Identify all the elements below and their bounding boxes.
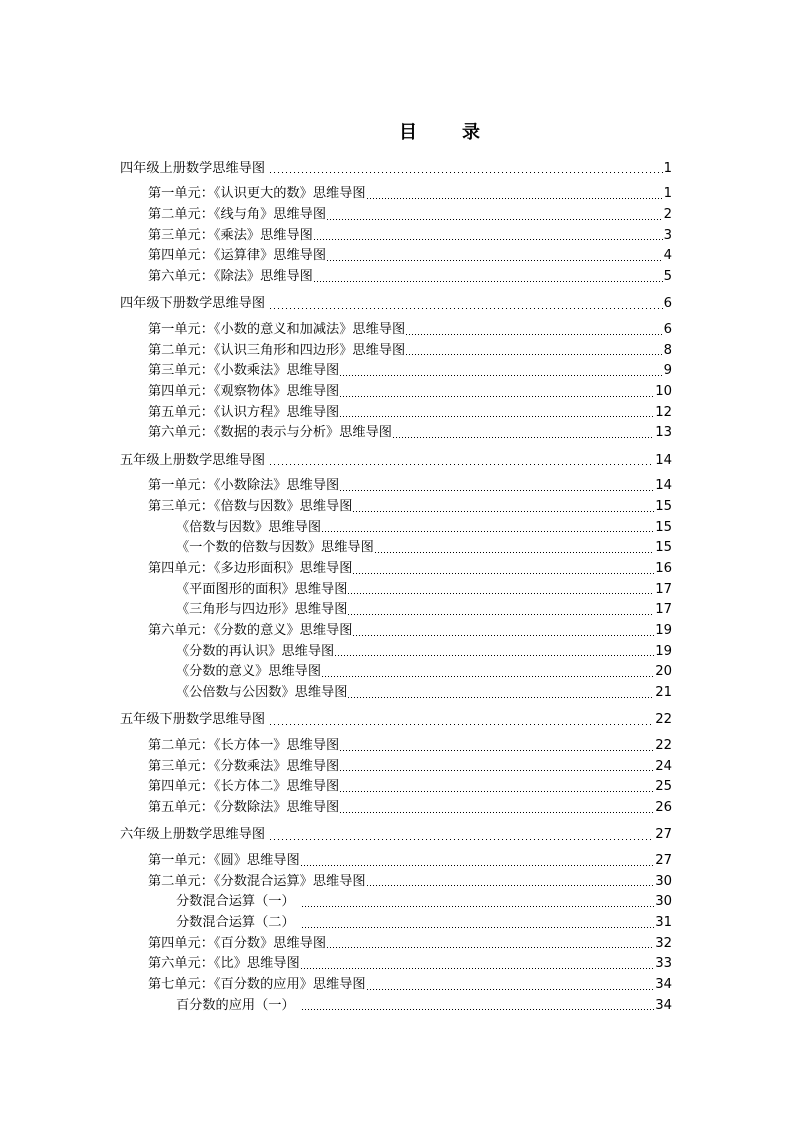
toc-dot-leader xyxy=(270,839,654,840)
toc-unit-entry xyxy=(120,621,672,642)
toc-unit-entry xyxy=(120,777,672,798)
toc-dot-leader xyxy=(302,1009,655,1010)
toc-entry-label: 四年级上册数学思维导图 xyxy=(120,160,266,176)
toc-dot-leader xyxy=(367,885,655,886)
toc-entry-label: 第二单元：《线与角》思维导图 xyxy=(148,207,327,222)
toc-page-number: 9 xyxy=(663,363,672,379)
toc-unit-entry xyxy=(120,226,672,247)
toc-dot-leader xyxy=(353,635,654,636)
toc-page-number: 4 xyxy=(663,248,672,264)
toc-entry-label: 第六单元：《除法》思维导图 xyxy=(148,269,313,285)
toc-subunit-entry xyxy=(120,913,672,934)
toc-dot-leader xyxy=(335,655,654,656)
toc-page-number: 24 xyxy=(655,758,672,774)
toc-dot-leader xyxy=(340,791,654,792)
toc-page-number: 34 xyxy=(655,977,672,993)
toc-page-number: 26 xyxy=(655,800,672,816)
toc-page-number: 16 xyxy=(655,561,672,576)
toc-dot-leader xyxy=(322,676,654,677)
toc-unit-entry xyxy=(120,757,672,778)
toc-unit-entry xyxy=(120,184,672,205)
toc-dot-leader xyxy=(406,354,662,355)
toc-dot-leader xyxy=(340,770,654,771)
toc-subunit-entry xyxy=(120,683,672,704)
toc-entry-label: 第一单元：《小数的意义和加减法》思维导图 xyxy=(148,321,406,337)
toc-entry-label: 第四单元：《运算律》思维导图 xyxy=(148,248,327,264)
toc-section-heading xyxy=(120,710,672,731)
toc-unit-entry xyxy=(120,382,672,403)
toc-unit-entry xyxy=(120,476,672,497)
toc-dot-leader xyxy=(270,172,663,173)
toc-entry-label: 四年级下册数学思维导图 xyxy=(120,296,266,312)
toc-unit-entry xyxy=(120,872,672,893)
toc-dot-leader xyxy=(301,865,655,866)
toc-dot-leader xyxy=(302,906,655,907)
toc-unit-entry xyxy=(120,736,672,757)
toc-dot-leader xyxy=(348,697,654,698)
toc-entry-label: 百分数的应用（一） xyxy=(176,997,295,1013)
toc-unit-entry xyxy=(120,559,672,580)
toc-subunit-entry xyxy=(120,538,672,559)
toc-page-number: 12 xyxy=(655,404,672,420)
toc-dot-leader xyxy=(314,281,663,282)
toc-dot-leader xyxy=(340,416,654,417)
toc-page-number: 14 xyxy=(655,452,672,468)
toc-page-number: 15 xyxy=(655,540,672,556)
toc-unit-entry xyxy=(120,798,672,819)
toc-subunit-entry xyxy=(120,518,672,539)
toc-page-number: 10 xyxy=(655,384,672,399)
toc-page-number: 8 xyxy=(663,342,672,358)
toc-entry-label: 第七单元：《百分数的应用》思维导图 xyxy=(148,977,366,993)
toc-page-number: 1 xyxy=(663,160,672,176)
toc-unit-entry xyxy=(120,954,672,975)
toc-entry-label: 第五单元：《分数除法》思维导图 xyxy=(148,800,340,816)
toc-page-number: 15 xyxy=(655,519,672,535)
toc-dot-leader xyxy=(327,947,654,948)
toc-dot-leader xyxy=(375,552,654,553)
toc-entry-label: 第三单元：《小数乘法》思维导图 xyxy=(148,363,340,379)
toc-page-number: 22 xyxy=(655,712,672,728)
toc-entry-label: 第六单元：《比》思维导图 xyxy=(148,956,300,972)
toc-section-heading xyxy=(120,159,672,180)
toc-page-number: 6 xyxy=(663,296,672,312)
toc-dot-leader xyxy=(353,511,654,512)
toc-unit-entry xyxy=(120,361,672,382)
toc-entry-label: 第六单元：《数据的表示与分析》思维导图 xyxy=(148,425,392,441)
toc-entry-label: 第三单元：《乘法》思维导图 xyxy=(148,227,313,243)
toc-page-number: 34 xyxy=(655,997,672,1013)
toc-page-number: 27 xyxy=(655,827,672,843)
toc-page-number: 20 xyxy=(655,664,672,680)
toc-dot-leader xyxy=(353,573,654,574)
toc-entry-label: 第四单元：《长方体二》思维导图 xyxy=(148,779,340,795)
toc-entry-label: 六年级上册数学思维导图 xyxy=(120,827,266,843)
table-of-contents xyxy=(120,159,672,1017)
toc-entry-label: 第六单元：《分数的意义》思维导图 xyxy=(148,623,353,639)
toc-subunit-entry xyxy=(120,642,672,663)
toc-unit-entry xyxy=(120,497,672,518)
toc-unit-entry xyxy=(120,205,672,226)
toc-entry-label: 《三角形与四边形》思维导图 xyxy=(176,602,348,618)
toc-page-number: 17 xyxy=(655,602,672,618)
toc-page-number: 13 xyxy=(655,425,672,441)
toc-dot-leader xyxy=(302,927,655,928)
toc-dot-leader xyxy=(348,593,654,594)
toc-page-number: 22 xyxy=(655,738,672,753)
toc-dot-leader xyxy=(301,968,655,969)
toc-page-number: 30 xyxy=(655,894,672,910)
toc-subunit-entry xyxy=(120,662,672,683)
toc-entry-label: 第三单元：《分数乘法》思维导图 xyxy=(148,758,340,774)
toc-subunit-entry xyxy=(120,892,672,913)
toc-entry-label: 分数混合运算（一） xyxy=(176,894,295,910)
toc-page-number: 15 xyxy=(655,498,672,514)
toc-unit-entry xyxy=(120,851,672,872)
toc-dot-leader xyxy=(406,334,662,335)
toc-page-number: 2 xyxy=(663,207,672,222)
toc-entry-label: 第五单元：《认识方程》思维导图 xyxy=(148,404,340,420)
toc-page-number: 19 xyxy=(655,623,672,639)
toc-entry-label: 第四单元：《多边形面积》思维导图 xyxy=(148,561,353,576)
toc-entry-label: 分数混合运算（二） xyxy=(176,915,295,930)
toc-unit-entry xyxy=(120,403,672,424)
toc-dot-leader xyxy=(340,375,662,376)
toc-page-number: 5 xyxy=(663,269,672,285)
toc-dot-leader xyxy=(270,464,654,465)
toc-entry-label: 《分数的意义》思维导图 xyxy=(176,664,322,680)
toc-page-number: 33 xyxy=(655,956,672,972)
toc-dot-leader xyxy=(327,219,663,220)
toc-page-number: 27 xyxy=(655,852,672,868)
toc-unit-entry xyxy=(120,341,672,362)
toc-dot-leader xyxy=(340,750,654,751)
toc-entry-label: 《一个数的倍数与因数》思维导图 xyxy=(176,540,374,556)
toc-entry-label: 五年级上册数学思维导图 xyxy=(120,452,266,468)
toc-dot-leader xyxy=(340,490,654,491)
toc-dot-leader xyxy=(270,724,654,725)
toc-dot-leader xyxy=(393,437,654,438)
toc-title: 目 录 xyxy=(399,122,494,143)
toc-section-heading xyxy=(120,451,672,472)
toc-unit-entry xyxy=(120,423,672,444)
toc-page-number: 14 xyxy=(655,478,672,494)
toc-entry-label: 第四单元：《百分数》思维导图 xyxy=(148,935,327,951)
toc-entry-label: 五年级下册数学思维导图 xyxy=(120,712,266,728)
toc-dot-leader xyxy=(367,198,663,199)
toc-unit-entry xyxy=(120,267,672,288)
toc-unit-entry xyxy=(120,975,672,996)
toc-subunit-entry xyxy=(120,996,672,1017)
toc-page-number: 31 xyxy=(655,915,672,930)
toc-entry-label: 《分数的再认识》思维导图 xyxy=(176,643,335,659)
toc-entry-label: 第二单元：《认识三角形和四边形》思维导图 xyxy=(148,342,406,358)
toc-page-number: 3 xyxy=(663,227,672,243)
toc-page-number: 17 xyxy=(655,581,672,597)
toc-entry-label: 第一单元：《圆》思维导图 xyxy=(148,852,300,868)
toc-entry-label: 第四单元：《观察物体》思维导图 xyxy=(148,384,340,399)
toc-entry-label: 第三单元：《倍数与因数》思维导图 xyxy=(148,498,353,514)
toc-page-number: 25 xyxy=(655,779,672,795)
toc-dot-leader xyxy=(340,812,654,813)
toc-dot-leader xyxy=(327,260,663,261)
toc-subunit-entry xyxy=(120,600,672,621)
toc-entry-label: 《平面图形的面积》思维导图 xyxy=(176,581,348,597)
toc-dot-leader xyxy=(322,531,654,532)
toc-entry-label: 《倍数与因数》思维导图 xyxy=(176,519,322,535)
toc-page-number: 32 xyxy=(655,935,672,951)
toc-subunit-entry xyxy=(120,580,672,601)
toc-dot-leader xyxy=(348,614,654,615)
toc-dot-leader xyxy=(367,989,655,990)
toc-page-number: 19 xyxy=(655,643,672,659)
toc-entry-label: 第二单元：《长方体一》思维导图 xyxy=(148,738,340,753)
toc-entry-label: 《公倍数与公因数》思维导图 xyxy=(176,685,348,701)
toc-page-number: 30 xyxy=(655,873,672,889)
toc-entry-label: 第二单元：《分数混合运算》思维导图 xyxy=(148,873,366,889)
toc-unit-entry xyxy=(120,320,672,341)
toc-entry-label: 第一单元：《认识更大的数》思维导图 xyxy=(148,186,366,202)
toc-unit-entry xyxy=(120,934,672,955)
toc-page-number: 21 xyxy=(655,685,672,701)
toc-entry-label: 第一单元：《小数除法》思维导图 xyxy=(148,478,340,494)
toc-dot-leader xyxy=(270,308,663,309)
toc-page-number: 6 xyxy=(663,321,672,337)
toc-dot-leader xyxy=(314,239,663,240)
toc-unit-entry xyxy=(120,246,672,267)
toc-section-heading xyxy=(120,825,672,846)
toc-page-number: 1 xyxy=(663,186,672,202)
toc-section-heading xyxy=(120,294,672,315)
toc-dot-leader xyxy=(340,396,654,397)
